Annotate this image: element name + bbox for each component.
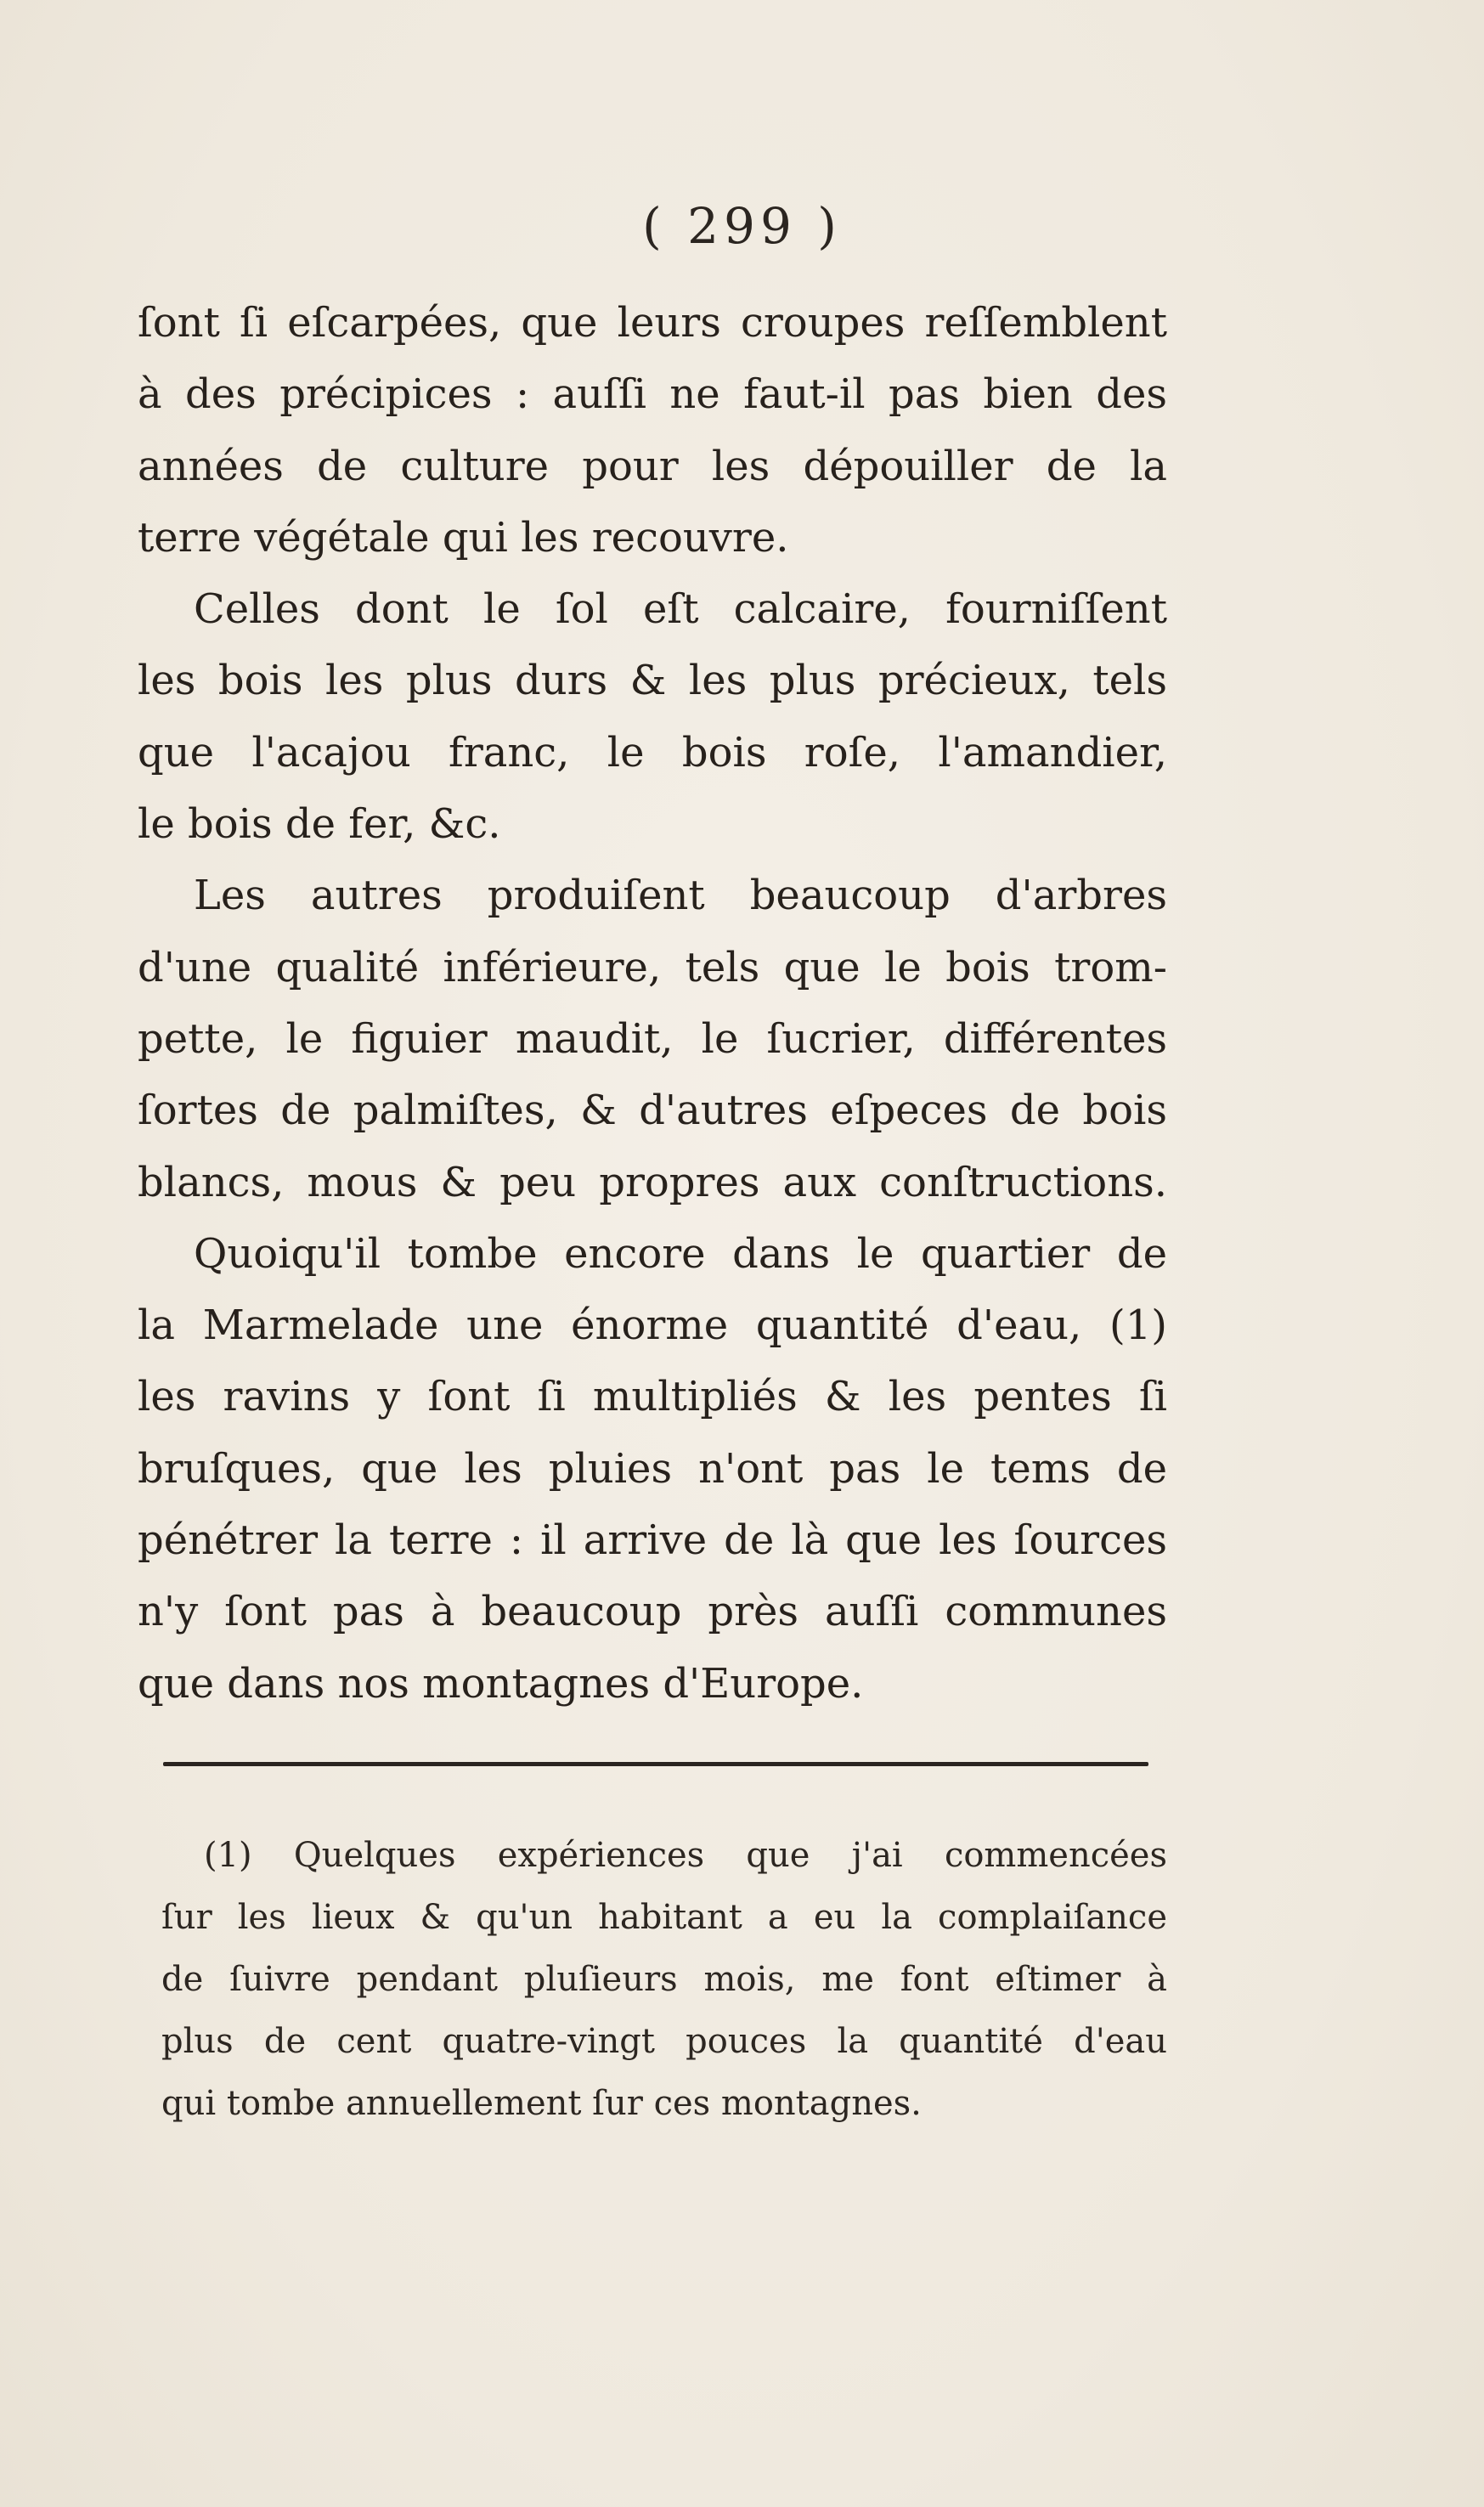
text-line: le bois de fer, &c. xyxy=(138,800,501,849)
footnote-line: plus de cent quatre-vingt pouces la quantité d'eau xyxy=(161,2022,1167,2061)
text-line: que l'acajou franc, le bois roſe, l'amandier, xyxy=(138,728,1167,776)
text-line: les bois les plus durs & les plus précieux, tels xyxy=(138,657,1167,705)
paragraph-start-line: Les autres produiſent beaucoup d'arbres xyxy=(194,872,1167,920)
text-line: que dans nos montagnes d'Europe. xyxy=(138,1659,864,1708)
text-line: pénétrer la terre : il arrive de là que les ſources xyxy=(138,1516,1167,1565)
text-line: blancs, mous & peu propres aux conſtructions. xyxy=(138,1158,1167,1206)
footnote xyxy=(161,1825,1167,2135)
text-line: les ravins y ſont ſi multipliés & les pentes ſi xyxy=(138,1373,1167,1421)
text-line: bruſques, que les pluies n'ont pas le tems de xyxy=(138,1444,1167,1493)
paragraph-start-line: Celles dont le ſol eſt calcaire, fourniſſent xyxy=(194,585,1167,634)
text-line: la Marmelade une énorme quantité d'eau, (1) xyxy=(138,1301,1167,1350)
footnote-line: ſur les lieux & qu'un habitant a eu la complaiſance xyxy=(161,1898,1167,1937)
footnote-line: qui tombe annuellement ſur ces montagnes. xyxy=(161,2084,922,2123)
text-line: ſortes de palmiſtes, & d'autres eſpeces de bois xyxy=(138,1087,1167,1135)
text-line: n'y ſont pas à beaucoup près auſſi communes xyxy=(138,1588,1167,1636)
footnote-line: (1) Quelques expériences que j'ai commencées xyxy=(204,1836,1167,1875)
text-line: d'une qualité inférieure, tels que le bois trom- xyxy=(138,943,1167,991)
page-number: ( 299 ) xyxy=(642,197,842,255)
text-line: pette, le figuier maudit, le ſucrier, différentes xyxy=(138,1014,1167,1063)
footnote-divider xyxy=(163,1762,1148,1766)
text-line: ſont ſi eſcarpées, que leurs croupes reſſemblent xyxy=(138,299,1167,347)
text-line: années de culture pour les dépouiller de la xyxy=(138,442,1167,490)
text-line: à des précipices : auſſi ne faut-il pas bien des xyxy=(138,370,1167,419)
paragraph-start-line: Quoiqu'il tombe encore dans le quartier de xyxy=(194,1229,1167,1278)
main-text xyxy=(138,287,1167,1719)
text-line: terre végétale qui les recouvre. xyxy=(138,513,789,562)
footnote-line: de ſuivre pendant pluſieurs mois, me font eſtimer à xyxy=(161,1960,1167,1999)
